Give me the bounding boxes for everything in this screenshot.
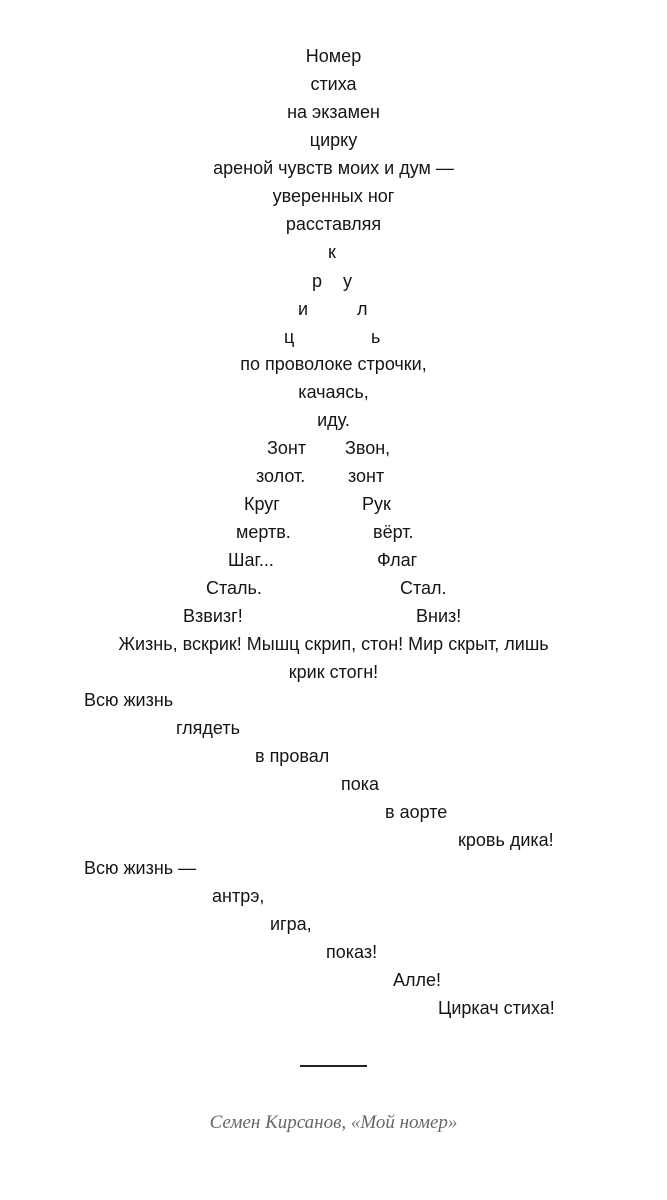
poem-word: Флаг <box>377 550 418 570</box>
poem-line: на экзамен <box>287 102 380 122</box>
poem-word: ц <box>284 327 295 347</box>
poem-word: мертв. <box>236 522 291 542</box>
poem-word: Зонт <box>267 438 307 458</box>
poem-line: Номер <box>305 46 362 66</box>
poem-line <box>0 462 667 490</box>
poem-line: качаясь, <box>298 382 369 402</box>
poem-line: расставляя <box>285 214 382 234</box>
poem-word: игра, <box>270 914 312 934</box>
poem-word: Круг <box>244 494 280 514</box>
poem-word: Взвизг! <box>183 606 243 626</box>
poem-line: стиха <box>310 74 357 94</box>
poem-word: золот. <box>256 466 306 486</box>
poem-line <box>0 295 667 323</box>
poem-line <box>0 686 667 714</box>
poem-line: Жизнь, вскрик! Мышц скрип, стон! Мир скрыт, лишь <box>118 634 549 654</box>
poem-word: л <box>357 299 368 319</box>
poem-word: показ! <box>326 942 378 962</box>
poem-word: зонт <box>348 466 385 486</box>
poem-line <box>0 742 667 770</box>
poem-word: ь <box>371 327 381 347</box>
poem-line: ареной чувств моих и дум — <box>213 158 454 178</box>
poem-word: в провал <box>255 746 330 766</box>
poem-line <box>0 546 667 574</box>
poem-word: вёрт. <box>373 522 414 542</box>
poem-line <box>0 323 667 351</box>
poem-line <box>0 602 667 630</box>
poem-line <box>0 994 667 1022</box>
poem-line <box>0 910 667 938</box>
poem-line <box>0 518 667 546</box>
poem-word: р <box>312 271 323 291</box>
poem-line <box>0 434 667 462</box>
poem-line <box>0 714 667 742</box>
poem-line <box>0 826 667 854</box>
poem-line <box>0 966 667 994</box>
poem-line <box>0 938 667 966</box>
poem-line <box>0 882 667 910</box>
poem-word: Вниз! <box>416 606 462 626</box>
poem-word: Циркач стиха! <box>438 998 555 1018</box>
poem-word: глядеть <box>176 718 240 738</box>
poem-line: по проволоке строчки, <box>240 354 427 374</box>
poem-line <box>0 267 667 295</box>
poem-word: и <box>298 299 309 319</box>
poem-word: Сталь. <box>206 578 262 598</box>
poem-word: Рук <box>362 494 391 514</box>
poem-word: Звон, <box>345 438 391 458</box>
poem-word: в аорте <box>385 802 448 822</box>
poem-line <box>0 854 667 882</box>
attribution-caption: Семен Кирсанов, «Мой номер» <box>209 1112 458 1133</box>
poem-word: кровь дика! <box>458 830 554 850</box>
poem-word: Шаг... <box>228 550 274 570</box>
poem-word: Всю жизнь <box>84 690 174 710</box>
poem-line <box>0 490 667 518</box>
poem-word: Алле! <box>393 970 442 990</box>
poem-line <box>0 574 667 602</box>
poem-line: цирку <box>309 130 358 150</box>
poem-line: крик стогн! <box>288 662 379 682</box>
poem-word: к <box>328 242 336 262</box>
poem-word: антрэ, <box>212 886 265 906</box>
poem-word: пока <box>341 774 380 794</box>
poem-line: уверенных ног <box>272 186 395 206</box>
poem-line <box>0 770 667 798</box>
poem-word: Стал. <box>400 578 447 598</box>
poem-word: Всю жизнь — <box>84 858 197 878</box>
poem-line: иду. <box>317 410 350 430</box>
divider <box>300 1065 367 1067</box>
poem-line <box>0 238 667 266</box>
poem-word: у <box>343 271 352 291</box>
poem-line <box>0 798 667 826</box>
